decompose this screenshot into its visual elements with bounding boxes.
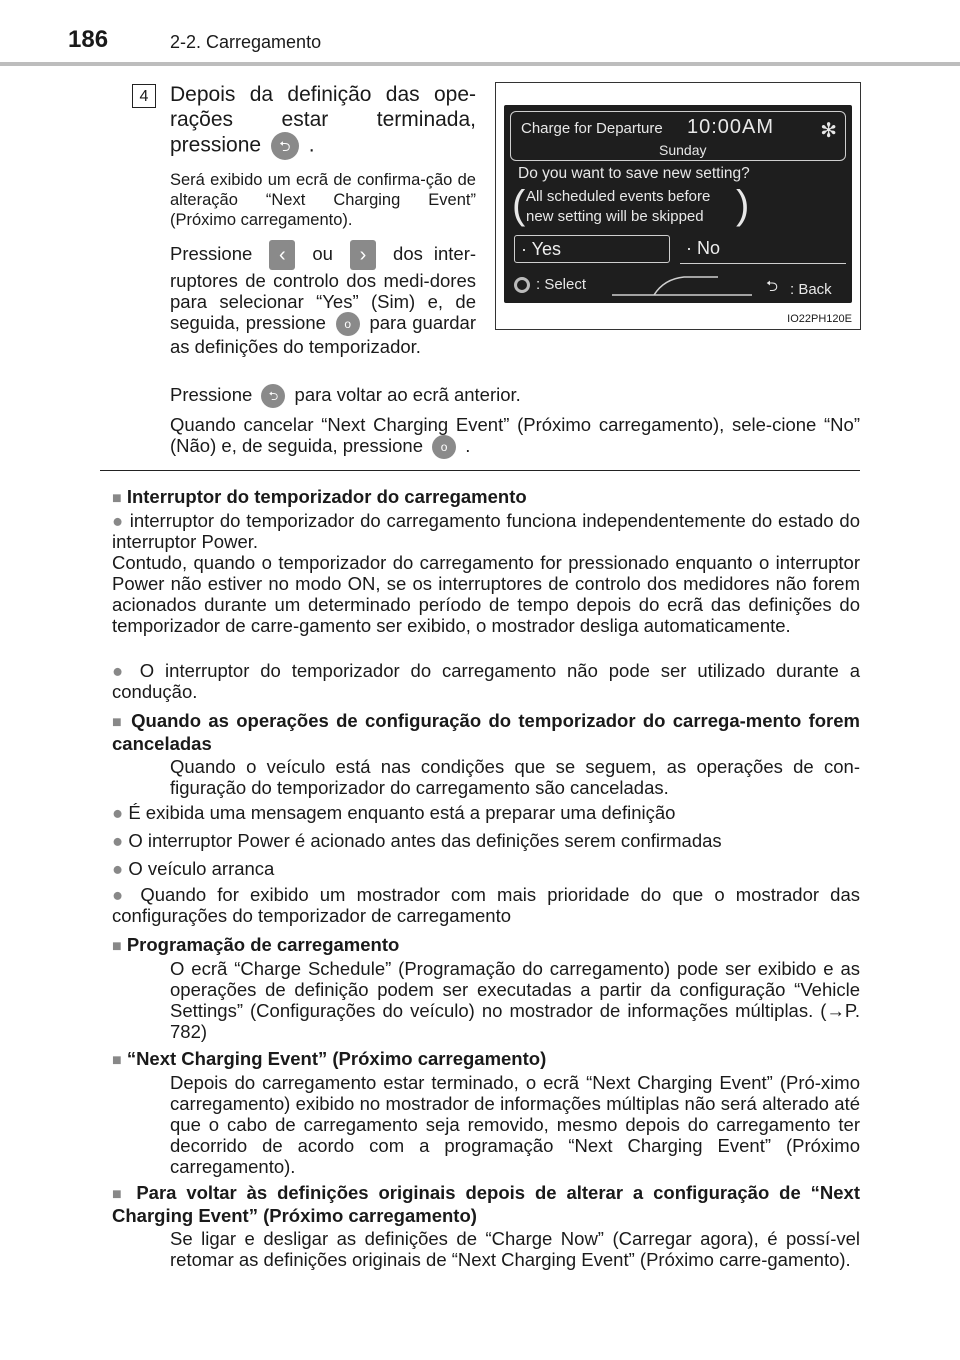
header-rule bbox=[0, 62, 960, 66]
figure-code: IO22PH120E bbox=[787, 313, 852, 325]
square-bullet-icon: ■ bbox=[112, 490, 122, 507]
bullet-dot-icon: ● bbox=[112, 830, 124, 851]
square-bullet-icon: ■ bbox=[112, 1186, 127, 1203]
section-heading: ■ Quando as operações de configuração do temporizador do carrega-mento forem canceladas bbox=[112, 710, 860, 754]
screen-figure bbox=[495, 82, 861, 330]
section-body: Depois do carregamento estar terminado, o ecrã “Next Charging Event” (Pró-ximo carregamento) exibido no mostrador de informações múltiplas não será alterado até que o cabo de carregamento seja removido, mesmo depois do carregamento ter decorrido de acordo com a programação “Next Charging Event” (Próximo carregamento). bbox=[170, 1072, 860, 1177]
chevron-right-icon: › bbox=[350, 240, 376, 270]
screen-no-option[interactable]: · No bbox=[680, 235, 846, 264]
section-heading: ■ Para voltar às definições originais depois de alterar a configuração de “Next Charging Event” (Próximo carregamento) bbox=[112, 1182, 860, 1226]
page-header bbox=[0, 0, 960, 70]
section-body: O ecrã “Charge Schedule” (Programação do carregamento) pode ser exibido e as operações de definição podem ser executadas a partir da configuração “Vehicle Settings” (Configurações do veículo) no mostrador de informações múltiplas. (→P. 782) bbox=[170, 958, 860, 1042]
paren-left: ( bbox=[512, 183, 526, 227]
step-main-text: Depois da definição das ope-rações estar terminada, pressione ⮌ . bbox=[170, 82, 476, 160]
screen-bottom-bar bbox=[504, 273, 852, 303]
bullet-item: ● O interruptor Power é acionado antes das definições serem confirmadas bbox=[112, 830, 722, 851]
section-heading: ■ “Next Charging Event” (Próximo carregamento) bbox=[112, 1048, 547, 1069]
bullet-item: ● O veículo arranca bbox=[112, 858, 275, 879]
bullet-item: ● interruptor do temporizador do carregamento funciona independentemente do estado do interruptor Power. Contudo, quando o temporizador do carregamento for pressionado enquanto o interruptor Power não estiver no modo ON, se os interruptores de controlo dos medidores não forem acionados durante um determinado período de tempo depois do ecrã das definições do temporizador de carre-gamento ser exibido, o mostrador desliga automaticamente. bbox=[112, 510, 860, 636]
screen-note: All scheduled events before new setting will be skipped bbox=[526, 188, 711, 225]
page-number: 186 bbox=[68, 26, 109, 53]
return-icon: ⮌ bbox=[271, 132, 299, 160]
fan-icon: ✻ bbox=[820, 120, 837, 142]
step-instructions bbox=[170, 82, 476, 357]
ok-icon: o bbox=[432, 435, 456, 459]
bullet-item: ● É exibida uma mensagem enquanto está a preparar uma definição bbox=[112, 802, 676, 823]
screen-question: Do you want to save new setting? bbox=[518, 165, 750, 182]
section-body: Quando o veículo está nas condições que se seguem, as operações de con-figuração do temporizador do carregamento são canceladas. bbox=[170, 756, 860, 798]
screen-day: Sunday bbox=[659, 142, 707, 158]
bullet-dot-icon: ● bbox=[112, 660, 129, 681]
step-note: Será exibido um ecrã de confirma-ção de alteração “Next Charging Event” (Próximo carregamento). bbox=[170, 171, 476, 229]
bullet-item: ● O interruptor do temporizador do carregamento não pode ser utilizado durante a condução. bbox=[112, 660, 861, 702]
bullet-dot-icon: ● bbox=[112, 802, 124, 823]
screen-yes-option[interactable]: · Yes bbox=[514, 235, 670, 263]
screen-title: Charge for Departure bbox=[521, 120, 663, 137]
screen-time: 10:00AM bbox=[687, 116, 775, 138]
multi-info-display bbox=[504, 105, 852, 303]
bullet-item: ● Quando for exibido um mostrador com mais prioridade do que o mostrador das configurações do temporizador de carregamento bbox=[112, 884, 861, 926]
back-hint: : Back bbox=[790, 281, 832, 298]
bullet-dot-icon: ● bbox=[112, 884, 130, 905]
square-bullet-icon: ■ bbox=[112, 938, 122, 955]
square-bullet-icon: ■ bbox=[112, 1052, 122, 1069]
back-instruction: Pressione ⮌ para voltar ao ecrã anterior. bbox=[170, 384, 860, 408]
section-heading: ■ Interruptor do temporizador do carregamento bbox=[112, 486, 527, 507]
step-press-text: Pressione ‹ ou › dos inter-ruptores de controlo dos medi-dores para selecionar “Yes” (Sim) e, de seguida, pressione o para guardar as definições do temporizador. bbox=[170, 240, 476, 357]
return-icon: ⮌ bbox=[766, 278, 779, 295]
select-hint: : Select bbox=[536, 276, 587, 293]
section-heading: ■ Programação de carregamento bbox=[112, 934, 400, 955]
section-divider bbox=[100, 470, 860, 471]
ok-icon: o bbox=[336, 312, 360, 336]
bullet-dot-icon: ● bbox=[112, 510, 124, 531]
cancel-instruction: Quando cancelar “Next Charging Event” (Próximo carregamento), sele-cione “No” (Não) e, de seguida, pressione o . bbox=[170, 414, 860, 459]
section-body: Se ligar e desligar as definições de “Charge Now” (Carregar agora), é possí-vel retomar as definições originais de “Next Charging Event” (Próximo carre-gamento). bbox=[170, 1228, 860, 1270]
chevron-left-icon: ‹ bbox=[269, 240, 295, 270]
section-title: 2-2. Carregamento bbox=[170, 32, 322, 52]
return-icon: ⮌ bbox=[261, 384, 285, 408]
paren-right: ) bbox=[736, 183, 750, 227]
screen-title-box bbox=[510, 111, 846, 161]
bullet-dot-icon: ● bbox=[112, 858, 124, 879]
step-number-box: 4 bbox=[132, 84, 156, 108]
square-bullet-icon: ■ bbox=[112, 714, 124, 731]
